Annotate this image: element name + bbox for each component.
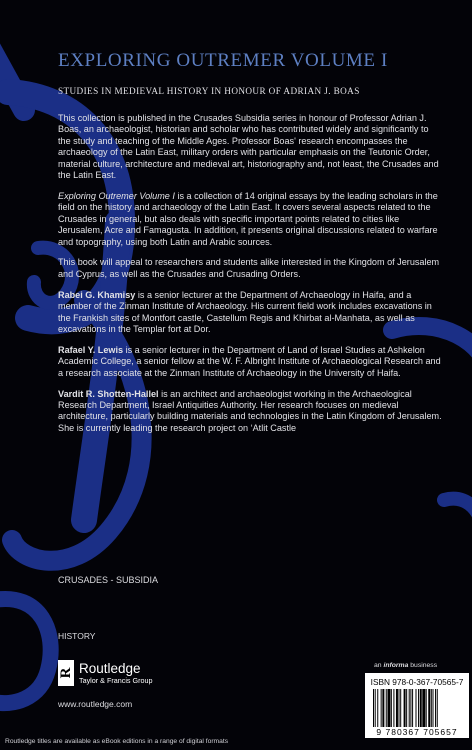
blurb-paragraph: This book will appeal to researchers and students alike interested in the Kingdom of Jerusalem and Cyprus, as well as the Crusades and Crusading Orders. [58,257,440,279]
barcode-bar [410,689,411,727]
isbn-label: ISBN 978-0-367-70565-7 [370,677,464,687]
barcode [365,673,469,738]
barcode-bar [428,689,430,727]
barcode-bar [393,689,394,727]
barcode-bar [433,689,434,727]
barcode-bar [375,689,376,727]
barcode-bar [386,689,387,727]
blurb-paragraph: This collection is published in the Crusades Subsidia series in honour of Professor Adrian J. Boas, an archaeologist, historian and scholar who has contributed widely and significantly to the study and teaching of the Middle Ages. Professor Boas' research encompasses the archaeology of the Latin East, military orders with particular emphasis on the Teutonic Order, material culture, architecture and medieval art, historiography and, not least, the Crusades and the Latin East. [58,113,439,181]
barcode-bar [416,689,417,727]
barcode-bar [404,689,406,727]
barcode-bar [435,689,436,727]
author-bio: Rafael Y. Lewis is a senior lecturer in the Department of Land of Israel Studies at Ashkelon Academic College, a senior fellow at the W. F. Albright Institute of Archaeological Research and a research associate at the Zinman Institute of Archaeology in the University of Haifa. [58,344,441,378]
publisher-brand [58,660,153,686]
informa-tagline: an informa business [374,662,438,669]
series-name: CRUSADES - SUBSIDIA [58,575,159,585]
barcode-bars-icon [373,689,461,727]
barcode-bar [422,689,425,727]
barcode-bar [431,689,432,727]
publisher-website: www.routledge.com [58,699,133,709]
barcode-bar [437,689,438,727]
barcode-bar [391,689,392,727]
barcode-bar [382,689,384,727]
author-bio: Vardit R. Shotten-Hallel is an architect and archaeologist working in the Archaeological Research Department, Israel Antiquities Authority. Her research focuses on medieval architecture, particularly building materials and technologies in the Latin Kingdom of Jerusalem. She is currently leading the research project on ‘Atlit Castle [58,388,442,433]
author-bio: Rabei G. Khamisy is a senior lecturer at the Department of Archaeology in Haifa, and a member of the Zinman Institute of Archaeology. His current field work includes excavations in the Frankish sites of Montfort castle, Castellum Regis and Khirbat al-Manhata, as well as excavations in the Templar fort at Dor. [58,289,432,334]
book-subtitle: STUDIES IN MEDIEVAL HISTORY IN HONOUR OF ADRIAN J. BOAS [58,86,360,96]
routledge-logo-icon [58,660,74,686]
barcode-bar [381,689,382,727]
barcode-bar [373,689,374,727]
barcode-bar [406,689,407,727]
blurb-paragraph: Exploring Outremer Volume I is a collection of 14 original essays by the leading scholars in the field on the history and archaeology of the Latin East. It covers several aspects related to the Crusades in general, but also deals with specific important points related to cities like Jerusalem, Acre and Famagusta. In addition, it presents original discussions related to warfare and topography, using both Latin and Arabic sources. [58,190,438,247]
book-title: EXPLORING OUTREMER VOLUME I [58,50,388,71]
barcode-bar [387,689,390,727]
svg-text:R: R [58,667,74,679]
barcode-bar [377,689,378,727]
author-name: Rabei G. Khamisy [58,289,136,300]
barcode-bar [420,689,422,727]
publisher-group: Taylor & Francis Group [79,675,153,685]
author-name: Rafael Y. Lewis [58,344,124,355]
barcode-bar [399,689,400,727]
barcode-bar [426,689,427,727]
barcode-bar [400,689,401,727]
publisher-name: Routledge [79,660,141,676]
barcode-bar [418,689,419,727]
ean-digits: 9 780367 705657 [376,727,458,737]
barcode-bar [412,689,413,727]
author-name: Vardit R. Shotten-Hallel [58,388,159,399]
blurb [58,113,443,444]
barcode-bar [409,689,410,727]
book-title-italic: Exploring Outremer Volume I [58,190,175,201]
ebook-footnote: Routledge titles are available as eBook editions in a range of digital formats [5,738,229,745]
subject-category: HISTORY [58,631,96,641]
barcode-bar [396,689,398,727]
